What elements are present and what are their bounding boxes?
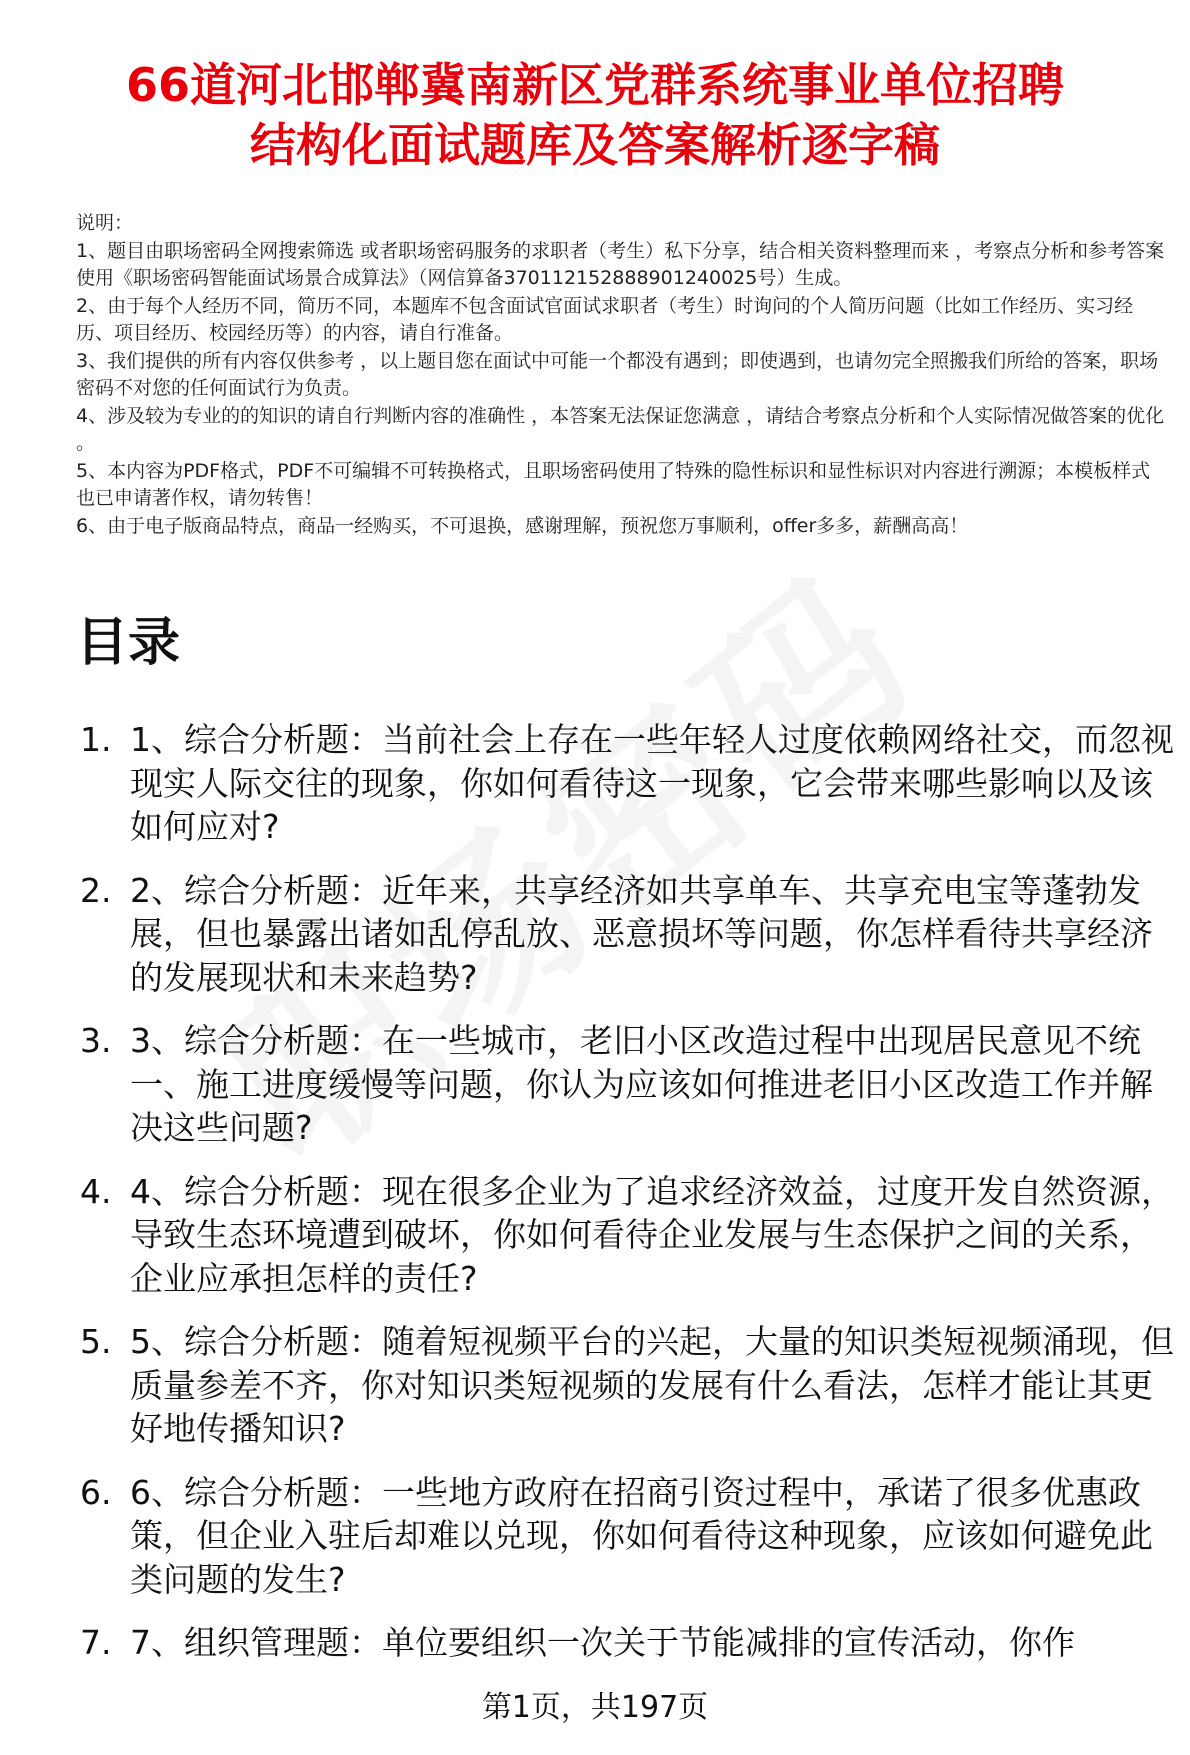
note-item-1: 1、题目由职场密码全网搜索筛选 或者职场密码服务的求职者（考生）私下分享，结合相关资料整理而来 ，考察点分析和参考答案使用《职场密码智能面试场景合成算法》（网信算备370112152888901240025号）生成。 <box>76 239 1165 289</box>
toc-item-number: 1. <box>80 720 112 759</box>
toc-item[interactable] <box>76 869 1176 1000</box>
toc-item-number: 4. <box>80 1171 112 1211</box>
toc-item-number: 5. <box>80 1322 112 1361</box>
toc-item[interactable] <box>76 1170 1176 1301</box>
note-item-3: 3、我们提供的所有内容仅供参考 ，以上题目您在面试中可能一个都没有遇到；即使遇到，也请勿完全照搬我们所给的答案，职场密码不对您的任何面试行为负责。 <box>76 349 1159 399</box>
toc-item-number: 7. <box>80 1623 112 1662</box>
title-line-1: 66道河北邯郸冀南新区党群系统事业单位招聘 <box>125 58 1064 112</box>
toc-item[interactable] <box>76 1019 1176 1150</box>
notes-section <box>76 210 1166 540</box>
note-item-2: 2、由于每个人经历不同，简历不同，本题库不包含面试官面试求职者（考生）时询问的个人简历问题（比如工作经历、实习经历、项目经历、校园经历等）的内容，请自行准备。 <box>76 294 1134 344</box>
notes-heading: 说明： <box>76 212 134 234</box>
toc-item-number: 6. <box>80 1472 112 1512</box>
note-item-5: 5、本内容为PDF格式，PDF不可编辑不可转换格式，且职场密码使用了特殊的隐性标识和显性标识对内容进行溯源；本模板样式也已申请著作权，请勿转售！ <box>76 459 1151 509</box>
document-title <box>60 55 1130 175</box>
toc-item[interactable] <box>76 1621 1176 1665</box>
toc-list <box>76 718 1176 1685</box>
toc-item-text: 1、综合分析题：当前社会上存在一些年轻人过度依赖网络社交，而忽视现实人际交往的现象，你如何看待这一现象，它会带来哪些影响以及该如何应对? <box>130 720 1174 846</box>
toc-item-text: 6、综合分析题：一些地方政府在招商引资过程中，承诺了很多优惠政策，但企业入驻后却难以兑现，你如何看待这种现象，应该如何避免此类问题的发生? <box>130 1472 1153 1599</box>
note-item-6: 6、由于电子版商品特点，商品一经购买，不可退换，感谢理解，预祝您万事顺利，offer多多，薪酬高高！ <box>76 514 969 537</box>
title-line-2: 结构化面试题库及答案解析逐字稿 <box>250 118 940 172</box>
toc-item-number: 3. <box>80 1021 112 1060</box>
toc-item-text: 3、综合分析题：在一些城市，老旧小区改造过程中出现居民意见不统一、施工进度缓慢等问题，你认为应该如何推进老旧小区改造工作并解决这些问题? <box>130 1021 1153 1147</box>
toc-item[interactable] <box>76 718 1176 849</box>
note-item-4: 4、涉及较为专业的的知识的请自行判断内容的准确性 ，本答案无法保证您满意 ，请结合考察点分析和个人实际情况做答案的优化 。 <box>76 404 1165 454</box>
page-footer: 第1页，共197页 <box>481 1690 709 1725</box>
toc-item-number: 2. <box>80 870 112 910</box>
toc-item-text: 5、综合分析题：随着短视频平台的兴起，大量的知识类短视频涌现，但质量参差不齐，你对知识类短视频的发展有什么看法，怎样才能让其更好地传播知识? <box>130 1322 1174 1448</box>
toc-item[interactable] <box>76 1320 1176 1451</box>
toc-item[interactable] <box>76 1471 1176 1602</box>
toc-item-text: 7、组织管理题：单位要组织一次关于节能减排的宣传活动，你作 <box>130 1623 1075 1662</box>
toc-heading: 目录 <box>76 613 181 673</box>
toc-item-text: 2、综合分析题：近年来，共享经济如共享单车、共享充电宝等蓬勃发展，但也暴露出诸如乱停乱放、恶意损坏等问题，你怎样看待共享经济的发展现状和未来趋势? <box>130 870 1153 997</box>
toc-item-text: 4、综合分析题：现在很多企业为了追求经济效益，过度开发自然资源，导致生态环境遭到破坏，你如何看待企业发展与生态保护之间的关系，企业应承担怎样的责任? <box>130 1171 1174 1298</box>
